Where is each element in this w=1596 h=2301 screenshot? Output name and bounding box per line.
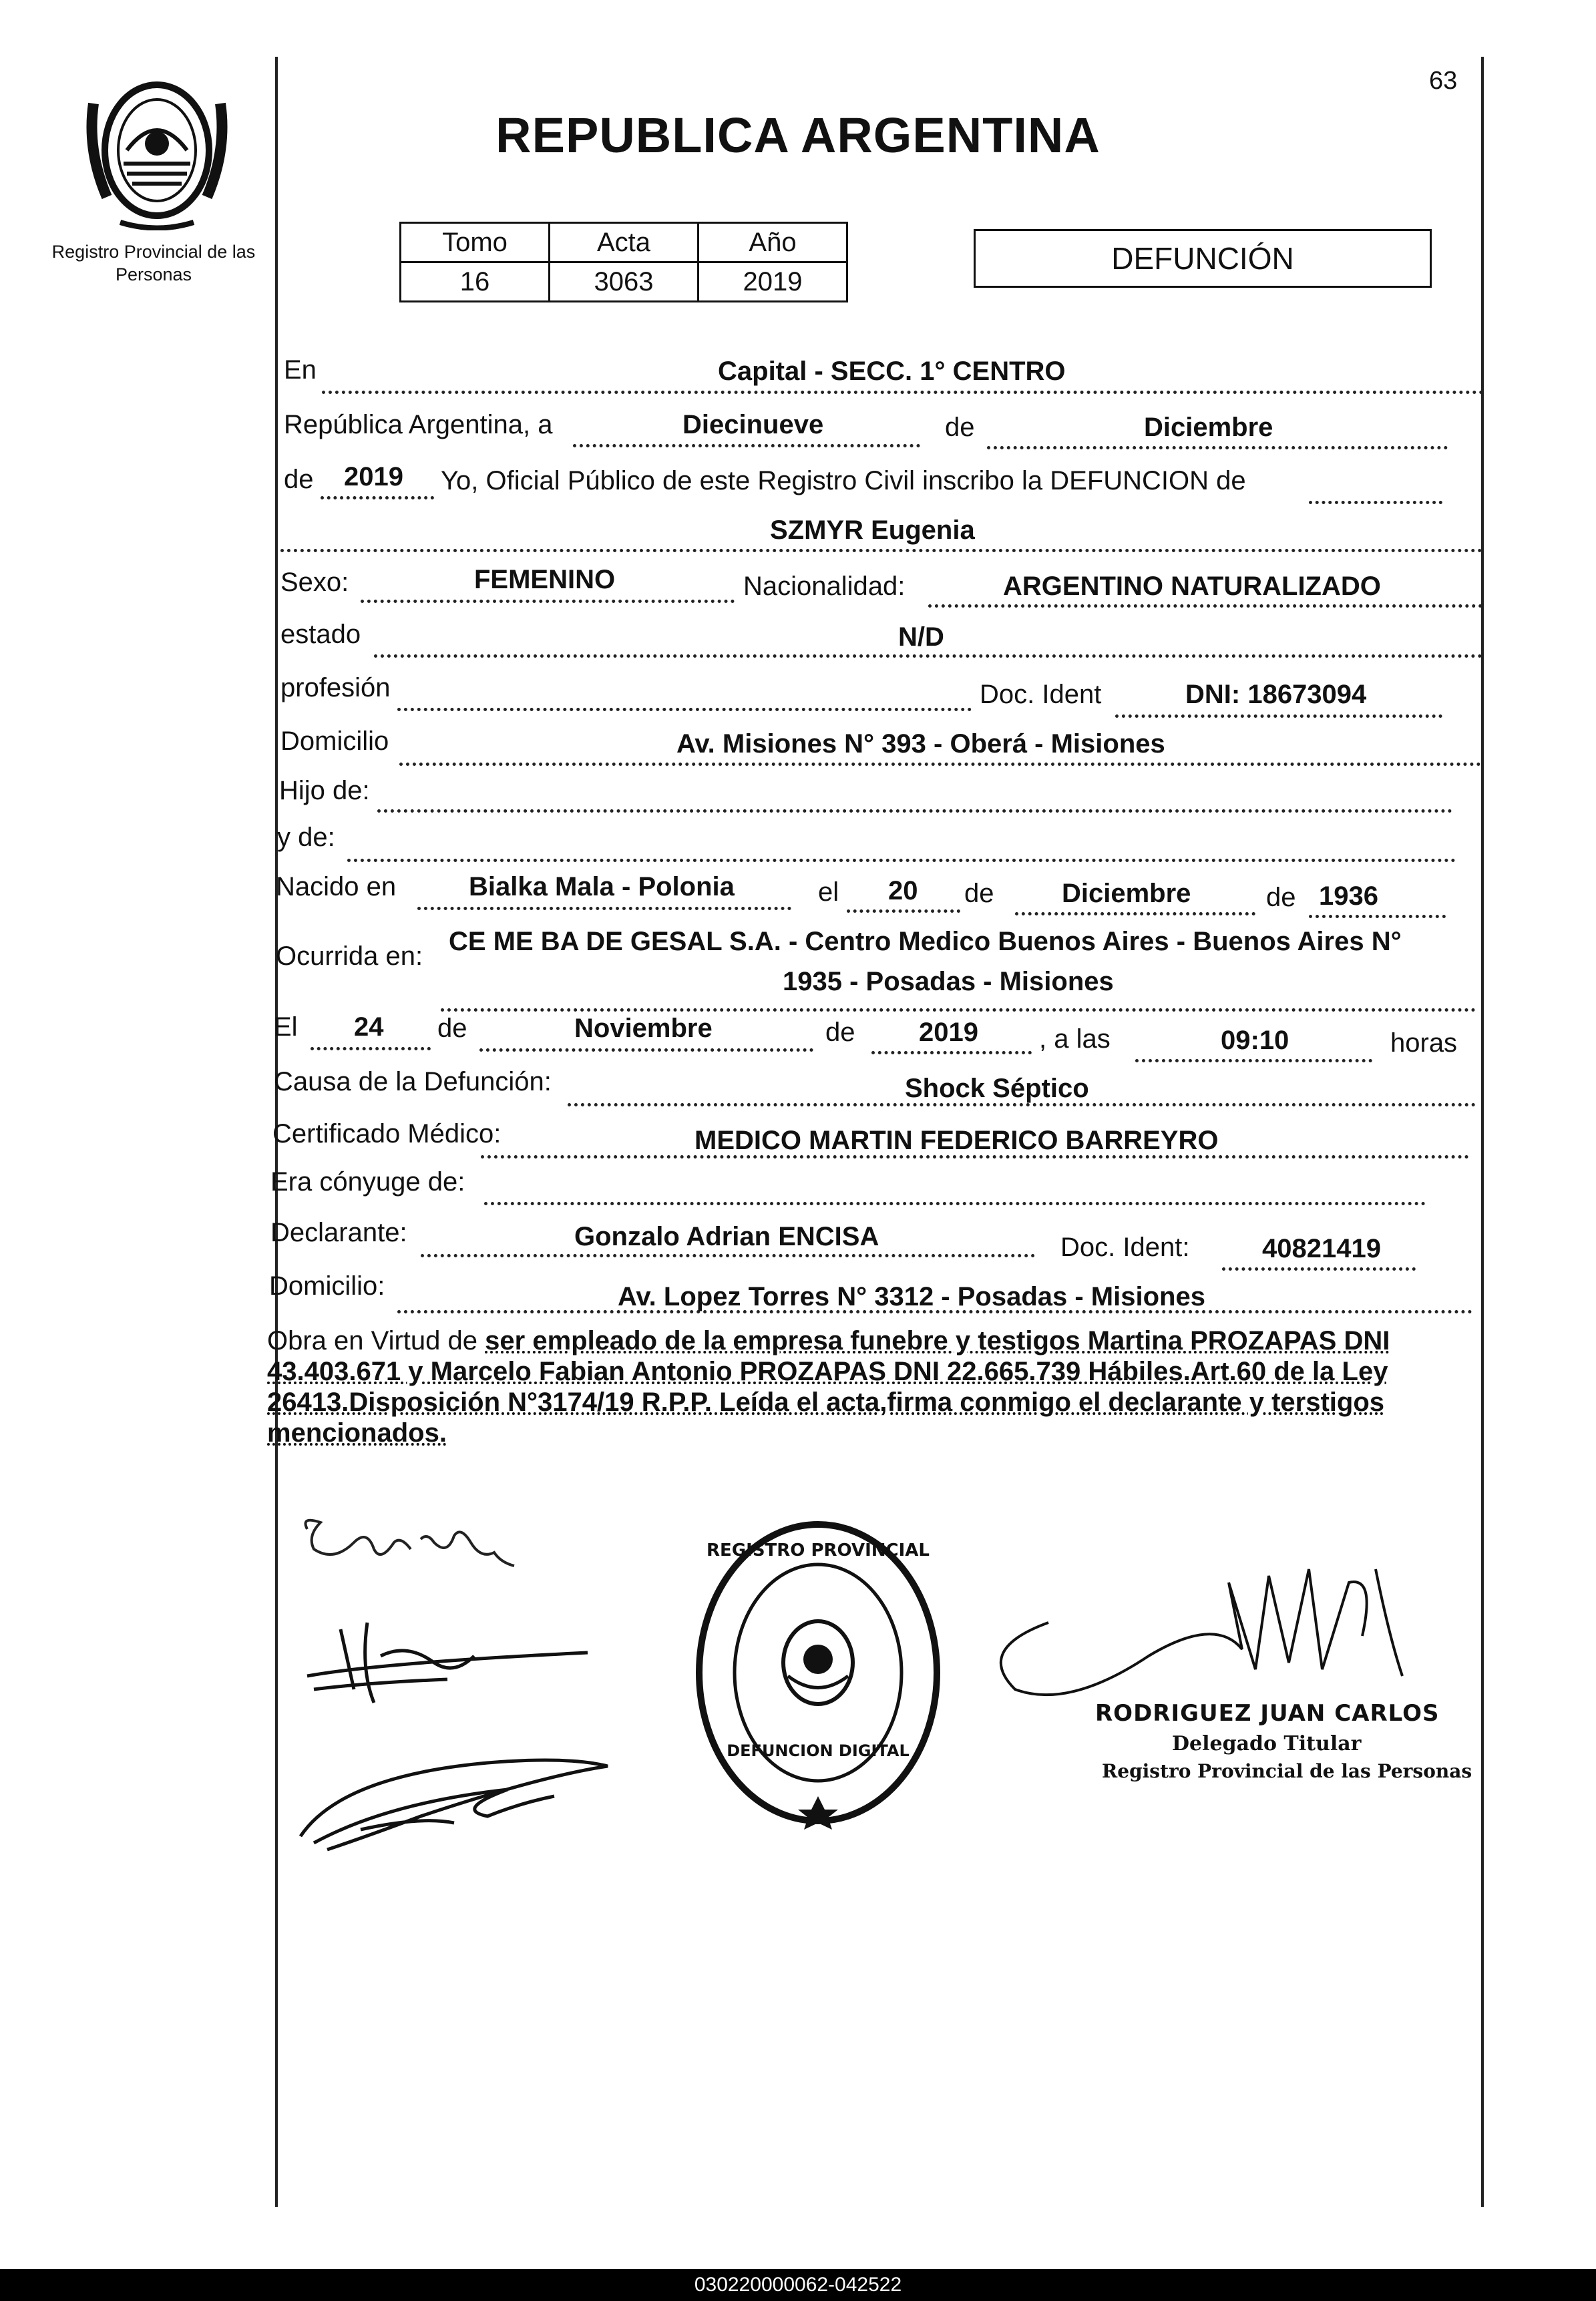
official-name: RODRIGUEZ JUAN CARLOS [1095,1700,1440,1727]
record-value-anio: 2019 [699,262,847,302]
lugar-dots [322,391,1484,394]
obra-label: Obra en Virtud de [267,1326,478,1355]
ocurrida-label: Ocurrida en: [276,942,423,971]
ocurrida-dots [441,1008,1476,1012]
nac-de-label: de [964,879,994,908]
encisa-handwritten-signature [294,1502,534,1583]
fall-de-label: de [437,1014,467,1043]
sexo-value: FEMENINO [474,565,616,594]
de-label: de [945,413,975,442]
right-margin-line [1481,57,1484,2207]
declarante-dots [421,1254,1035,1257]
official-org: Registro Provincial de las Personas [1102,1760,1472,1782]
declarante-label: Declarante: [270,1218,407,1247]
domicilio-value: Av. Misiones N° 393 - Oberá - Misiones [676,729,1165,759]
estado-label: estado [280,620,361,649]
obra-paragraph [267,1325,1469,1448]
conyuge-label: Era cónyuge de: [270,1167,465,1197]
fall-dia-value: 24 [354,1012,384,1042]
ocurrida-value-line1: CE ME BA DE GESAL S.A. - Centro Medico Buenos Aires - Buenos Aires N° [449,927,1402,956]
ocurrida-value-line2: 1935 - Posadas - Misiones [783,967,1114,996]
record-header-tomo: Tomo [401,223,550,262]
nac-anio-dots [1309,915,1446,918]
certificado-value: MEDICO MARTIN FEDERICO BARREYRO [694,1126,1219,1155]
nacido-lugar-dots [417,907,791,910]
footer-barcode-text: 030220000062-042522 [0,2269,1596,2301]
mes-dots [987,446,1448,449]
svg-text:REGISTRO PROVINCIAL: REGISTRO PROVINCIAL [707,1540,930,1560]
nombre-value: SZMYR Eugenia [770,515,975,545]
nac-de2-label: de [1266,883,1296,912]
sexo-dots [361,600,735,603]
nacionalidad-label: Nacionalidad: [743,572,906,601]
decl-domicilio-value: Av. Lopez Torres N° 3312 - Posadas - Misiones [618,1282,1205,1311]
record-header-acta: Acta [550,223,699,262]
defuncion-digital-stamp [688,1516,948,1830]
republica-label: República Argentina, a [284,410,553,439]
en-label: En [284,355,317,385]
yde-dots [347,859,1456,862]
page-title: REPUBLICA ARGENTINA [495,108,1101,163]
dia-value: Diecinueve [682,410,824,439]
el2-label: El [274,1012,298,1042]
sexo-label: Sexo: [280,568,349,597]
nombre-dots [280,549,1482,552]
doc-ident-dots [1115,714,1442,718]
dia-dots [573,444,920,447]
official-signature [975,1556,1456,1709]
lugar-value: Capital - SECC. 1° CENTRO [718,357,1066,386]
doc-ident-label: Doc. Ident [980,680,1102,709]
causa-value: Shock Séptico [905,1074,1089,1103]
page-number: 63 [1429,67,1458,95]
anio-value: 2019 [344,462,403,491]
domicilio-label: Domicilio [280,726,389,756]
anio-dots [321,496,434,499]
nac-dia-dots [847,909,960,913]
fall-dia-dots [311,1047,431,1050]
profesion-dots [397,708,972,711]
doc-ident-value: DNI: 18673094 [1185,680,1367,709]
fall-mes-dots [479,1048,813,1052]
fall-hora-dots [1135,1059,1372,1062]
nac-anio-value: 1936 [1319,881,1378,911]
obra-text: ser empleado de la empresa funebre y testigos Martina PROZAPAS DNI 43.403.671 y Marcelo Fabian Antonio PROZAPAS DNI 22.665.739 Hábiles.Art.60 de la Ley 26413.Disposición N°3174/19 R.P.P. Leída el acta,firma conmigo el declarante y terstigos mencionados. [267,1326,1390,1448]
el-label: el [818,877,839,907]
yde-label: y de: [277,823,335,852]
record-value-acta: 3063 [550,262,699,302]
certificado-dots [481,1155,1469,1159]
nacido-label: Nacido en [276,872,397,901]
logo-caption: Registro Provincial de las Personas [51,242,256,284]
fall-mes-value: Noviembre [574,1014,713,1043]
nacionalidad-value: ARGENTINO NATURALIZADO [1003,572,1381,601]
causa-label: Causa de la Defunción: [274,1067,552,1096]
de2-label: de [284,465,314,494]
fall-anio-dots [871,1051,1032,1054]
witness-signature [287,1736,621,1856]
fall-hora-value: 09:10 [1221,1026,1289,1055]
horas-label: horas [1390,1028,1458,1058]
inscribo-dots [1309,501,1442,504]
domicilio-dots [399,763,1481,766]
causa-dots [568,1103,1476,1106]
mes-value: Diciembre [1144,413,1273,442]
estado-dots [374,654,1482,658]
decl-domicilio-dots [397,1310,1472,1313]
decl-doc-value: 40821419 [1262,1234,1381,1263]
conyuge-dots [484,1202,1426,1205]
official-title: Delegado Titular [1172,1732,1362,1755]
alas-label: , a las [1039,1024,1111,1054]
nac-mes-value: Diciembre [1062,879,1191,908]
record-type-box: DEFUNCIÓN [974,229,1432,288]
certificado-label: Certificado Médico: [272,1119,502,1148]
decl-doc-label: Doc. Ident: [1060,1233,1190,1262]
declarante-value: Gonzalo Adrian ENCISA [574,1222,879,1251]
hijo-dots [377,809,1452,813]
record-value-tomo: 16 [401,262,550,302]
nac-dia-value: 20 [888,876,918,905]
nac-mes-dots [1015,912,1255,915]
nacionalidad-dots [928,604,1482,608]
decl-doc-dots [1222,1267,1416,1271]
nacido-lugar-value: Bialka Mala - Polonia [469,872,735,901]
profesion-label: profesión [280,673,391,702]
svg-text:DEFUNCION DIGITAL: DEFUNCION DIGITAL [727,1741,910,1760]
fall-anio-value: 2019 [919,1018,978,1047]
record-table [399,222,848,302]
declarante-signature [301,1616,601,1716]
inscribo-text: Yo, Oficial Público de este Registro Civil inscribo la DEFUNCION de [441,466,1246,495]
decl-domicilio-label: Domicilio: [269,1271,385,1301]
record-header-anio: Año [699,223,847,262]
hijo-label: Hijo de: [279,776,370,805]
fall-de2-label: de [825,1018,855,1047]
estado-value: N/D [898,622,944,652]
